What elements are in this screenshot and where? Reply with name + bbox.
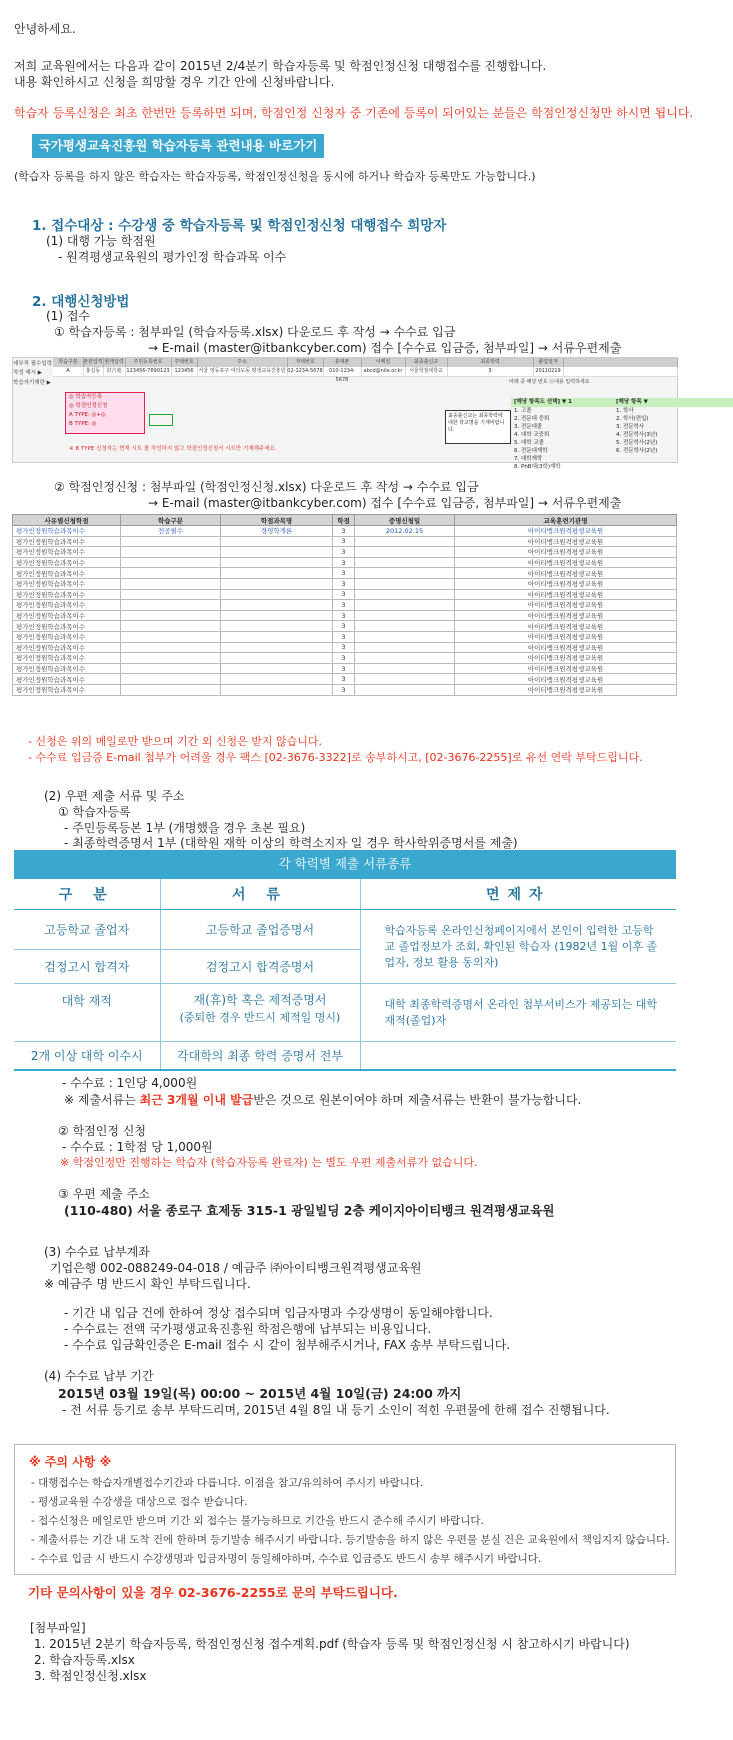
sheet1-example-cell: 123456-7890123 [125,367,172,376]
sheet2-cell: 평가인정원학습과목이수 [13,642,121,653]
sheet1-header-cell: 졸업일자 [533,358,564,367]
sheet2-cell [121,610,221,621]
docs-doc-line: 재(휴)학 혹은 제적증명서 [193,993,327,1007]
sheet1-list-item: 6. 전문학사(2년) [616,448,658,454]
sheet2-cell: 전공필수 [121,526,221,537]
sheet2-cell: 아이티뱅크원격평생교육원 [455,674,677,685]
fee-line-2-red: 최근 3개월 이내 발급 [139,1093,254,1107]
sheet2-cell [221,610,333,621]
sheet2-cell: 3 [333,663,355,674]
sheet1-list-2 [613,398,733,455]
sheet1-row-label: 학습자기재란 ▶ [13,380,51,386]
sheet2-cell: 2012.02.15 [355,526,455,537]
sheet2-cell [355,600,455,611]
table-row [13,526,677,537]
sheet2-cell [221,642,333,653]
sheet2-cell: 아이티뱅크원격평생교육원 [455,578,677,589]
sheet2-cell [221,578,333,589]
sheet2-cell [221,547,333,558]
caution-box [14,1444,676,1575]
credit-fee: - 수수료 : 1학점 당 1,000원 [62,1140,213,1154]
sheet2-header-cell: 교육훈련기관명 [455,515,677,526]
sheet2-cell: 3 [333,653,355,664]
sheet2-cell [355,547,455,558]
sheet1-header-cell: 최종출신교 [405,358,448,367]
sheet1-list-item: 2. 전문대 중퇴 [514,416,550,422]
sheet1-row-label: 작성 예시 ▶ [13,370,42,376]
sheet1-row-label: 세부적 필수입력 [13,361,52,367]
sheet1-list-title: [해당 항목 ▼ [613,398,733,407]
sheet2-cell: 3 [333,589,355,600]
sheet1-list-item: 5. 대학 교졸 [514,440,544,446]
sheet1-header-cell: 주민등록번호 [125,358,172,367]
sheet1-type-box [65,392,145,434]
sheet1-type-line: B TYPE: ◎ [69,421,97,427]
sheet2-cell: 3 [333,631,355,642]
sheet2-cell [221,568,333,579]
sheet2-cell [355,589,455,600]
documents-table [14,850,676,1071]
sheet2-cell: 평가인정원학습과목이수 [13,547,121,558]
sheet2-cell: 3 [333,610,355,621]
sheet2-cell [355,578,455,589]
sheet1-header-cell [563,358,678,367]
sheet2-cell: 3 [333,578,355,589]
table-row [13,621,677,632]
account-bullet-2: - 수수료는 전액 국가평생교육진흥원 학점은행에 납부되는 비용입니다. [64,1322,432,1336]
table-row [13,663,677,674]
sheet1-green-cell [149,414,173,426]
sheet2-cell [355,674,455,685]
sheet2-cell [355,663,455,674]
docs-header-doc: 서 류 [160,878,360,910]
credit-application-sheet [12,514,677,696]
sheet2-cell [221,589,333,600]
sheet2-cell [221,631,333,642]
intro-line-2: 내용 확인하시고 신청을 희망할 경우 기간 안에 신청바랍니다. [14,75,335,89]
fee-line-2-post: 받은 것으로 원본이여야 하며 제출서류는 반환이 불가능합니다. [253,1093,582,1107]
sheet1-header-cell: 학습구분 [53,358,84,367]
fee-line-2-pre: ※ 제출서류는 [64,1093,140,1107]
sheet2-cell [221,600,333,611]
table-row [13,568,677,579]
sheet2-cell: 3 [333,568,355,579]
fee-line-1: - 수수료 : 1인당 4,000원 [62,1076,198,1090]
docs-doc-cell: 각대학의 최종 학력 증명서 전부 [160,1042,360,1070]
sheet2-cell [355,684,455,695]
table-row [13,653,677,664]
sheet2-cell [221,557,333,568]
sheet2-cell [221,653,333,664]
sheet2-cell [121,557,221,568]
sheet2-cell [121,568,221,579]
period-value: 2015년 03월 19일(목) 00:00 ~ 2015년 4월 10일(금) 24:00 까지 [58,1386,462,1401]
caution-item: - 대행접수는 학습자개별접수기간과 다릅니다. 이점을 참고/유의하여 주시기 바랍니다. [31,1477,424,1489]
sheet2-cell: 평가인정원학습과목이수 [13,684,121,695]
caution-item: - 평생교육원 수강생을 대상으로 접수 받습니다. [31,1496,248,1508]
contact-line: 기타 문의사항이 있을 경우 02-3676-2255로 문의 부탁드립니다. [28,1585,398,1600]
sheet2-cell [121,653,221,664]
table-row [13,642,677,653]
sheet2-cell [121,578,221,589]
table-row [13,684,677,695]
caution-item: - 제출서류는 기간 내 도착 건에 한하며 등기발송 해주시기 바랍니다. 등기발송을 하지 않은 우편물 분실 건은 교육원에서 책임지지 않습니다. [31,1534,670,1546]
table-row [13,674,677,685]
sheet1-example-cell [563,367,678,376]
attach-title: [첨부파일] [30,1621,86,1635]
sheet1-warning: ※ B TYPE 신청자는 현재 시트 를 작성하지 않고 학점인정신청서 시트만 기재해주세요. [69,446,277,452]
table-row [13,610,677,621]
docs-doc-line: (중퇴한 경우 반드시 제적일 명시) [179,1011,341,1024]
sheet1-header-cell: 휴대폰 [323,358,362,367]
sheet2-cell [121,589,221,600]
sheet2-cell [121,631,221,642]
sheet2-cell: 아이티뱅크원격평생교육원 [455,631,677,642]
credit-red-note: ※ 학점인정만 진행하는 학습자 (학습자등록 완료자) 는 별도 우편 제출서류가 없습니다. [60,1156,478,1169]
docs-kind-cell: 검정고시 합격자 [14,950,160,984]
sheet1-list-item: 3. 전문학사 [616,424,645,430]
fee-line-2 [64,1091,581,1108]
sheet2-cell: 평가인정원학습과목이수 [13,557,121,568]
sheet1-list-item: 6. 전문대재학 [514,448,548,454]
paren-note: (학습자 등록을 하지 않은 학습자는 학습자등록, 학점인정신청을 동시에 하거나 학습자 등록만도 가능합니다.) [14,170,536,183]
sheet2-note-1: - 신청은 위의 메일로만 받으며 기간 외 신청은 받지 않습니다. [28,735,322,748]
sheet2-header-cell: 학점 [333,515,355,526]
sheet2-cell: 3 [333,557,355,568]
sheet2-cell [355,642,455,653]
caution-title: ※ 주의 사항 ※ [29,1455,112,1469]
sheet1-list-item: 1. 학사 [616,408,634,414]
sheet2-cell: 평가인정원학습과목이수 [13,653,121,664]
sheet2-cell: 아이티뱅크원격평생교육원 [455,547,677,558]
step2-line-b: → E-mail (master@itbankcyber.com) 접수 [수수료 입금증, 첨부파일] → 서류우편제출 [148,496,622,510]
table-row [13,557,677,568]
sheet2-cell: 아이티뱅크원격평생교육원 [455,642,677,653]
sheet2-cell: 평가인정원학습과목이수 [13,600,121,611]
sheet1-example-cell: 洪吉童 [103,367,126,376]
sheet1-list-item: 2. 학사(편입) [616,416,649,422]
sheet2-cell: 3 [333,621,355,632]
sheet2-cell: 3 [333,684,355,695]
sheet2-cell [221,621,333,632]
sheet1-header-cell: 이메일 [361,358,406,367]
account-title: (3) 수수료 납부계좌 [44,1245,150,1259]
sheet2-cell: 3 [333,547,355,558]
sheet1-list-item: 5. 전문학사(2년) [616,440,658,446]
sheet1-header-cell: 주택번호 [171,358,198,367]
sheet1-list-title: [해당 항목도 선택] ▼ 1 [511,398,631,407]
sheet2-cell [121,600,221,611]
sheet1-type-line: A TYPE: ◎+◎ [69,412,106,418]
table-row [13,631,677,642]
sheet1-example-cell: 3 [447,367,534,376]
sheet1-list-item: 3. 전문대졸 [514,424,543,430]
section2-title: 2. 대행신청방법 [32,294,130,310]
sheet2-cell [355,568,455,579]
sheet1-note: 최종출신교는 최종학력에 대한 학교명을 기재바랍니다. [445,410,511,444]
greeting: 안녕하세요. [14,22,76,36]
address-value: (110-480) 서울 종로구 효제동 315-1 광일빌딩 2층 케이지아이티뱅크 원격평생교육원 [64,1203,555,1218]
sheet2-cell: 3 [333,600,355,611]
sheet2-cell: 아이티뱅크원격평생교육원 [455,600,677,611]
sheet1-example-cell: 서울학점대학교 [405,367,448,376]
step2-line-a: ② 학점인정신청 : 첨부파일 (학점인정신청.xlsx) 다운로드 후 작성 → 수수료 입금 [54,480,479,494]
docs-doc-cell: 검정고시 합격증명서 [160,950,360,984]
postal-item1-a: - 주민등록등본 1부 (개명했을 경우 초본 필요) [64,821,306,835]
table-row [13,578,677,589]
sheet1-example-cell: 20110219 [533,367,564,376]
sheet1-example-cell: A [53,367,84,376]
sheet1-header-row [53,358,677,367]
sheet2-cell [355,536,455,547]
docs-doc-cell [160,984,360,1042]
sheet2-note-2: - 수수료 입금증 E-mail 첨부가 어려울 경우 팩스 [02-3676-3322]로 송부하시고, [02-3676-2255]로 유선 연락 부탁드립니다. [28,751,643,764]
sheet2-cell: 평가인정원학습과목이수 [13,663,121,674]
sheet1-list-item: 7. 대학재학 [514,456,543,462]
sheet2-cell: 3 [333,526,355,537]
sheet1-list-item: 4. 대학 교중퇴 [514,432,550,438]
sheet1-type-line: ◎ 학습자등록 [69,394,103,400]
nile-link-button[interactable]: 국가평생교육진흥원 학습자등록 관련내용 바로가기 [32,134,324,158]
sheet2-cell: 아이티뱅크원격평생교육원 [455,684,677,695]
sheet2-cell: 평가인정원학습과목이수 [13,578,121,589]
address-title: ③ 우편 제출 주소 [58,1187,150,1201]
sheet2-cell: 평가인정원학습과목이수 [13,621,121,632]
section1-sub1-item: - 원격평생교육원의 평가인정 학습과목 이수 [58,250,287,264]
sheet2-cell: 아이티뱅크원격평생교육원 [455,526,677,537]
step1-line-b: → E-mail (master@itbankcyber.com) 접수 [수수료 입금증, 첨부파일] → 서류우편제출 [148,341,622,355]
sheet2-cell: 평가인정원학습과목이수 [13,536,121,547]
sheet2-cell [121,684,221,695]
sheet2-cell [221,674,333,685]
sheet2-cell: 3 [333,642,355,653]
sheet2-cell: 아이티뱅크원격평생교육원 [455,610,677,621]
sheet2-cell [355,621,455,632]
account-note: ※ 예금주 명 반드시 확인 부탁드립니다. [44,1277,251,1291]
table-row [13,589,677,600]
credit-title: ② 학점인정 신청 [58,1124,146,1138]
section1-title: 1. 접수대상 : 수강생 중 학습자등록 및 학점인정신청 대행접수 희망자 [32,218,447,234]
docs-exempt-cell: 학습자등록 온라인신청페이지에서 본인이 입력한 고등학교 졸업정보가 조회, 확인된 학습자 (1982년 1월 이후 졸업자, 정보 활용 동의자) [360,910,676,984]
docs-exempt-cell: 대학 최종학력증명서 온라인 첨부서비스가 제공되는 대학 재적(졸업)자 [360,984,676,1042]
sheet2-cell: 아이티뱅크원격평생교육원 [455,663,677,674]
red-notice: 학습자 등록신청은 최초 한번만 등록하면 되며, 학점인정 신청자 중 기존에 등록이 되어있는 분들은 학점인정신청만 하시면 됩니다. [14,106,694,120]
sheet1-header-cell: 본관입력 [83,359,103,365]
sheet2-cell [121,536,221,547]
sheet2-cell [355,653,455,664]
period-note: - 전 서류 등기로 송부 부탁드리며, 2015년 4월 8일 내 등기 소인이 적힌 우편물에 한해 접수 진행됩니다. [62,1403,610,1417]
sheet2-cell: 아이티뱅크원격평생교육원 [455,621,677,632]
sheet2-cell [121,621,221,632]
sheet2-header-cell: 학습구분 [121,515,221,526]
sheet1-list-item: 1. 고졸 [514,408,532,414]
sheet2-cell [121,547,221,558]
section2-sub1: (1) 접수 [46,309,90,323]
intro-line-1: 저희 교육원에서는 다음과 같이 2015년 2/4분기 학습자등록 및 학점인정신청 대행접수를 진행합니다. [14,59,547,73]
sheet1-list-item: 4. 전문학사(3년) [616,432,658,438]
attach-item[interactable]: 2. 학습자등록.xlsx [34,1653,135,1667]
sheet2-cell [355,610,455,621]
sheet2-cell: 3 [333,536,355,547]
sheet1-note-top: 여래 중 해당 번호 ⓐ내용 입력하세요 [509,379,590,385]
docs-header-exempt: 면제자 [360,878,676,910]
sheet2-header-cell: 사유별신청학점 [13,515,121,526]
sheet1-example-cell: 010-1234-5678 [323,367,362,376]
sheet1-example-cell: 02-1234-5678 [287,368,323,374]
sheet1-example-cell: 123456 [171,367,198,376]
sheet2-cell: 평가인정원학습과목이수 [13,610,121,621]
attach-item[interactable]: 3. 학점인정신청.xlsx [34,1669,147,1683]
sheet2-cell: 평가인정원학습과목이수 [13,631,121,642]
docs-header-kind: 구 분 [14,878,160,910]
sheet2-cell: 아이티뱅크원격평생교육원 [455,557,677,568]
table-row [13,600,677,611]
sheet2-header-cell: 증명신청일 [355,515,455,526]
sheet1-example-cell: abcd@nile.or.kr [361,367,406,376]
sheet1-header-cell: 주소 [197,358,288,367]
caution-item: - 수수료 입금 시 반드시 수강생명과 입금자명이 동일해야하며, 수수료 입금증도 반드시 송부 해주시기 바랍니다. [31,1553,542,1565]
attach-item[interactable]: 1. 2015년 2분기 학습자등록, 학점인정신청 접수계획.pdf (학습자 등록 및 학점인정신청 시 참고하시기 바랍니다) [34,1637,630,1651]
account-value: 기업은행 002-088249-04-018 / 예금주 ㈜아이티뱅크원격평생교육원 [50,1261,422,1275]
table-row [13,536,677,547]
sheet1-example-cell: 서울 영등포구 여의도동 평생교육진흥원 [197,367,288,376]
account-bullet-1: - 기간 내 입금 건에 한하여 정상 접수되며 입금자명과 수강생명이 동일해야합니다. [64,1306,493,1320]
sheet2-cell: 평가인정원학습과목이수 [13,568,121,579]
sheet1-header-cell: 최종학력 [447,358,534,367]
postal-item1: ① 학습자등록 [58,805,131,819]
sheet1-type-line: ◎ 학점인정신청 [69,403,108,409]
account-bullet-3: - 수수료 입금확인증은 E-mail 접수 시 같이 첨부해주시거나, FAX 송부 부탁드립니다. [64,1338,511,1352]
sheet2-cell: 아이티뱅크원격평생교육원 [455,653,677,664]
period-title: (4) 수수료 납부 기간 [44,1369,154,1383]
caution-item: - 접수신청은 메일로만 받으며 기간 외 접수는 불가능하므로 기간을 반드시 준수해 주시기 바랍니다. [31,1515,484,1527]
sheet1-list-item: 8. PhB대(3학)재학 [514,464,561,470]
sheet2-cell: 평가인정원학습과목이수 [13,526,121,537]
sheet2-cell: 아이티뱅크원격평생교육원 [455,536,677,547]
sheet2-cell [355,557,455,568]
sheet2-cell [355,631,455,642]
sheet2-cell: 3 [333,674,355,685]
sheet2-cell [221,684,333,695]
docs-kind-cell: 2개 이상 대학 이수시 [14,1042,160,1070]
docs-exempt-cell-empty [360,1042,676,1070]
documents-table-caption: 각 학력별 제출 서류종류 [14,850,676,877]
sheet2-cell: 아이티뱅크원격평생교육원 [455,568,677,579]
docs-doc-cell: 고등학교 졸업증명서 [160,910,360,950]
postal-title: (2) 우편 제출 서류 및 주소 [44,789,185,803]
sheet2-cell: 아이티뱅크원격평생교육원 [455,589,677,600]
learner-registration-sheet [12,357,678,470]
sheet2-header-cell: 학점과목명 [221,515,333,526]
docs-kind-cell: 대학 재적 [14,984,160,1042]
sheet2-cell: 경영학개론 [221,526,333,537]
sheet2-cell [121,674,221,685]
step1-line-a: ① 학습자등록 : 첨부파일 (학습자등록.xlsx) 다운로드 후 작성 → 수수료 입금 [54,325,456,339]
postal-item1-b: - 최종학력증명서 1부 (대학원 재학 이상의 학력소지자 일 경우 학사학위증명서를 제출) [64,836,518,850]
sheet2-cell [221,663,333,674]
sheet2-cell [221,536,333,547]
table-row [13,547,677,558]
sheet2-cell [121,642,221,653]
sheet1-header-cell: 자택번호 [287,358,324,367]
sheet1-header-cell: 현재입력 [103,358,126,367]
section1-sub1: (1) 대행 가능 학점원 [46,234,156,248]
sheet2-cell [121,663,221,674]
sheet2-cell: 평가인정원학습과목이수 [13,674,121,685]
sheet2-cell: 평가인정원학습과목이수 [13,589,121,600]
docs-kind-cell: 고등학교 졸업자 [14,910,160,950]
sheet1-example-cell: 홍길동 [83,367,104,376]
